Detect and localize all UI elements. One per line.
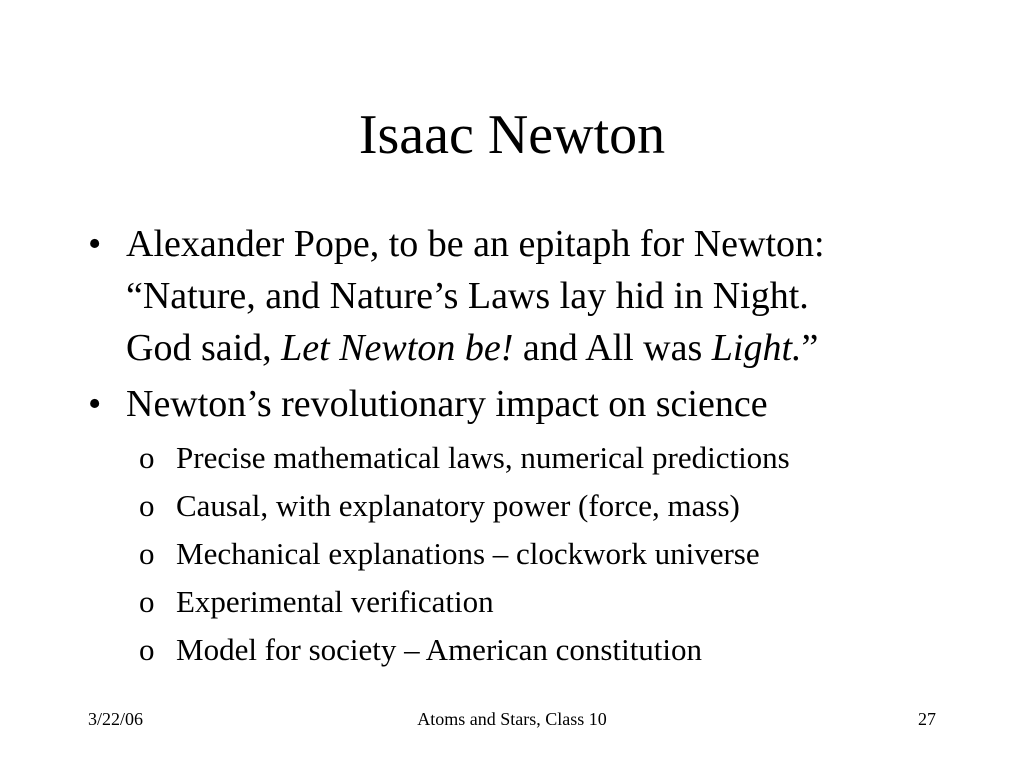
slide-title: Isaac Newton <box>358 104 666 166</box>
sub-bullet-item <box>0 482 1024 530</box>
sub-bullet-text: Mechanical explanations – clockwork universe <box>176 536 760 571</box>
sub-bullet-marker: o <box>139 584 155 619</box>
sub-bullet-text: Experimental verification <box>176 584 494 619</box>
bullet-text-line-3 <box>126 322 1024 374</box>
sub-bullet-marker: o <box>139 440 155 475</box>
sub-bullet-item <box>0 530 1024 578</box>
sub-bullet-item <box>0 578 1024 626</box>
bullet-text-line-1: Alexander Pope, to be an epitaph for Newton: <box>126 223 825 265</box>
footer-date: 3/22/06 <box>88 709 144 729</box>
bullet-text-line-2: “Nature, and Nature’s Laws lay hid in Night. <box>126 275 809 317</box>
sub-bullet-text: Model for society – American constitution <box>176 632 703 667</box>
footer-page-number: 27 <box>918 709 936 729</box>
sub-bullet-text: Precise mathematical laws, numerical predictions <box>176 440 790 475</box>
sub-bullet-marker: o <box>139 632 155 667</box>
quote-text-segment: and All was <box>513 327 712 369</box>
sub-bullet-marker: o <box>139 488 155 523</box>
sub-bullet-item <box>0 434 1024 482</box>
bullet-text: Newton’s revolutionary impact on science <box>126 383 768 425</box>
quote-italic-let-newton-be: Let Newton be! <box>281 327 514 369</box>
quote-italic-light: Light. <box>711 327 802 369</box>
closing-quote: ” <box>801 327 819 369</box>
footer-course-title: Atoms and Stars, Class 10 <box>417 709 607 729</box>
bullet-marker: • <box>88 223 102 265</box>
bullet-item-newton-impact <box>0 378 1024 430</box>
sub-bullet-item <box>0 626 1024 674</box>
bullet-marker: • <box>88 383 102 425</box>
sub-bullet-text: Causal, with explanatory power (force, mass) <box>176 488 740 523</box>
quote-text-segment: God said, <box>126 327 282 369</box>
sub-bullet-marker: o <box>139 536 155 571</box>
slide-body <box>0 218 1024 674</box>
bullet-item-pope-epitaph <box>0 218 1024 374</box>
